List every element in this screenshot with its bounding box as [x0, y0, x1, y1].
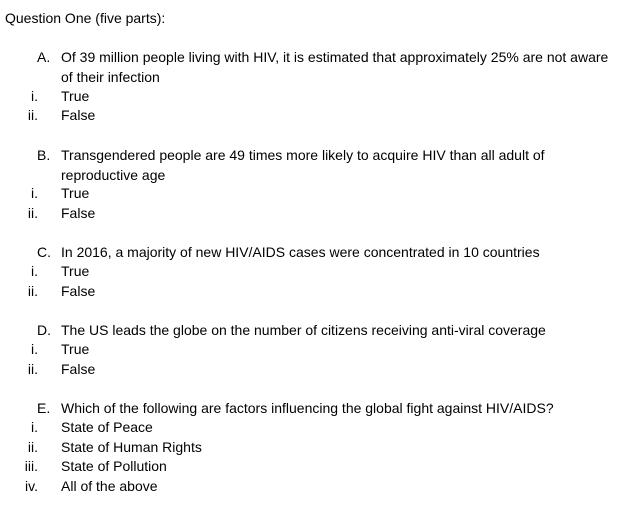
question-e-option-1-number: i. — [31, 419, 38, 435]
question-b-letter: B. — [37, 147, 51, 163]
question-c-option-1-number: i. — [31, 263, 38, 279]
question-d-option-1-number: i. — [31, 341, 38, 357]
question-c-option-2-number: ii. — [27, 283, 38, 299]
question-c-text: In 2016, a majority of new HIV/AIDS cases were concentrated in 10 countries — [61, 244, 540, 260]
question-a-letter: A. — [37, 49, 51, 65]
question-a-option-1-number: i. — [31, 88, 38, 104]
question-d-option-1-text: True — [61, 341, 90, 357]
question-a-option-1-text: True — [61, 88, 90, 104]
page-heading: Question One (five parts): — [5, 10, 166, 26]
question-e-letter: E. — [37, 400, 51, 416]
question-d-option-2-text: False — [61, 361, 96, 377]
question-b-option-1-number: i. — [31, 185, 38, 201]
question-e-option-4-text: All of the above — [61, 478, 158, 494]
question-c-letter: C. — [37, 244, 51, 260]
question-b-text: Transgendered people are 49 times more likely to acquire HIV than all adult of reproductive age — [61, 147, 545, 183]
question-e-text: Which of the following are factors influencing the global fight against HIV/AIDS? — [61, 400, 554, 416]
question-b-option-2-text: False — [61, 205, 96, 221]
question-b-option-2-number: ii. — [27, 205, 38, 221]
question-d-option-2-number: ii. — [27, 361, 38, 377]
question-e-option-3-text: State of Pollution — [61, 458, 167, 474]
question-e-option-4-number: iv. — [25, 478, 38, 494]
question-d-letter: D. — [37, 322, 51, 338]
question-a-option-2-text: False — [61, 107, 96, 123]
question-e-option-2-text: State of Human Rights — [61, 439, 202, 455]
question-e-option-3-number: iii. — [24, 458, 38, 474]
question-c-option-2-text: False — [61, 283, 96, 299]
question-c-option-1-text: True — [61, 263, 90, 279]
question-b-option-1-text: True — [61, 185, 90, 201]
question-a-option-2-number: ii. — [27, 107, 38, 123]
question-e-option-2-number: ii. — [27, 439, 38, 455]
question-a-text: Of 39 million people living with HIV, it is estimated that approximately 25% are not aware of their infection — [61, 49, 609, 85]
question-e-option-1-text: State of Peace — [61, 419, 153, 435]
question-d-text: The US leads the globe on the number of citizens receiving anti-viral coverage — [61, 322, 546, 338]
